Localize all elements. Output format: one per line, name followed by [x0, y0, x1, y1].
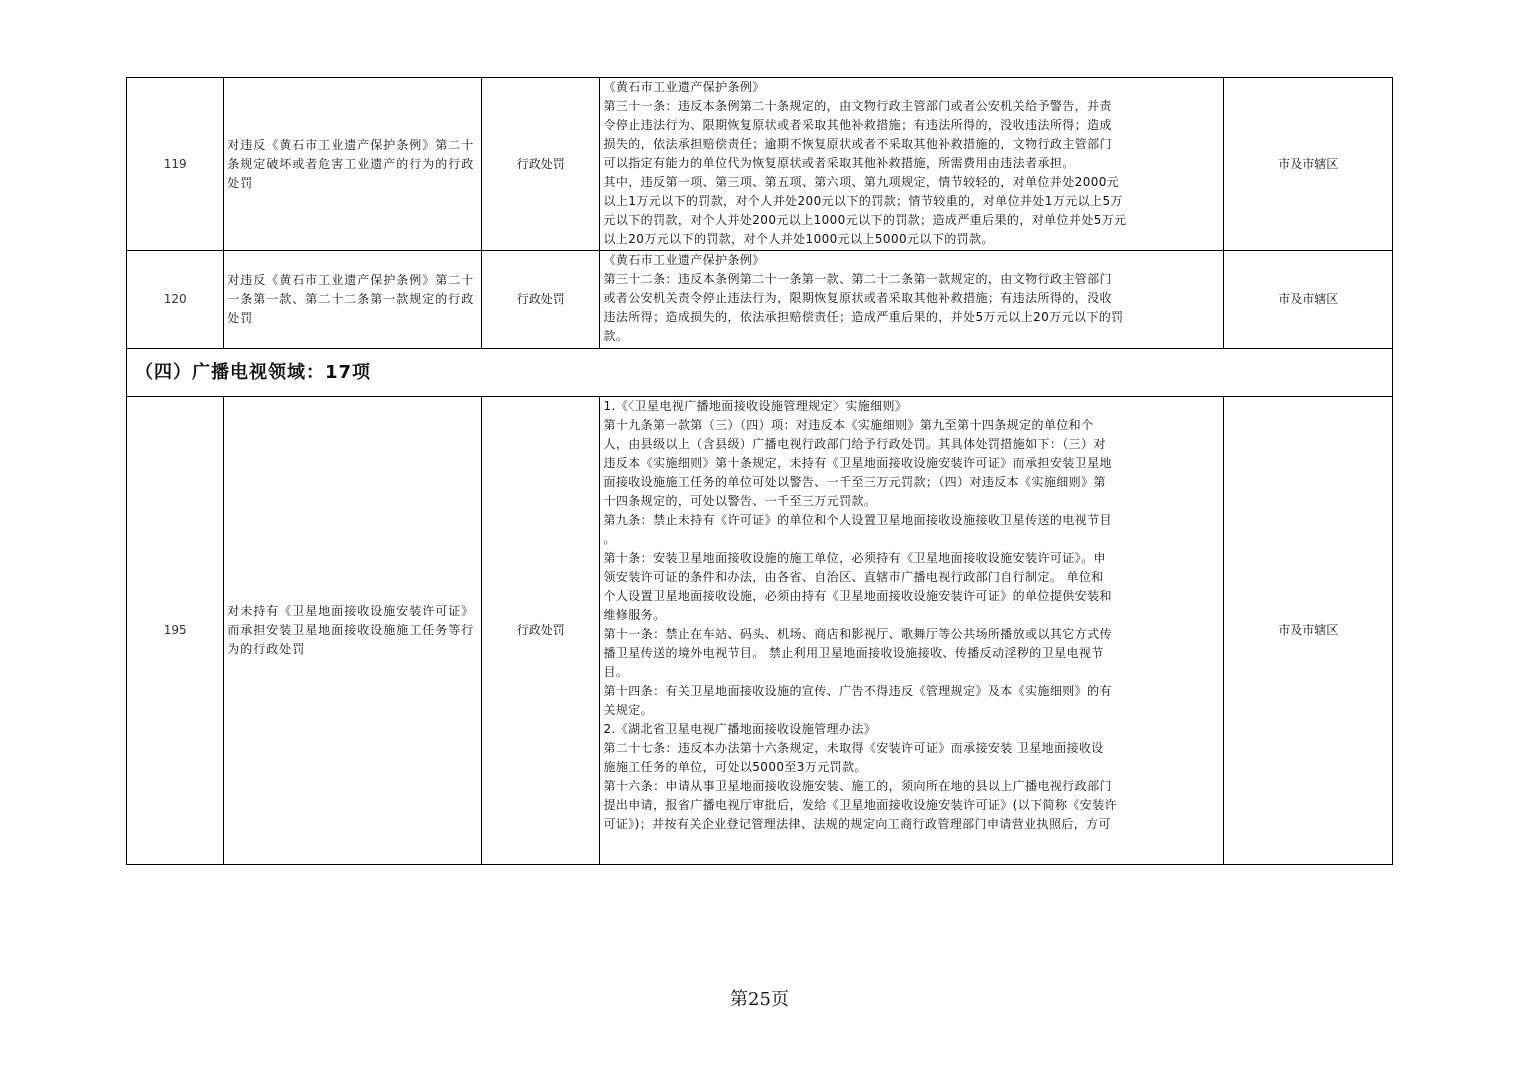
legal-basis [600, 78, 1224, 251]
legal-basis-line: 提出申请，报省广播电视厅审批后，发给《卫星地面接收设施安装许可证》(以下简称《安装许 [603, 798, 1117, 812]
legal-basis-line: 第三十一条：违反本条例第二十条规定的，由文物行政主管部门或者公安机关给予警告，并责 [603, 99, 1112, 113]
penalty-type: 行政处罚 [482, 397, 600, 865]
section-title: （四）广播电视领域：17项 [127, 349, 1393, 397]
row-number: 120 [127, 251, 224, 349]
legal-basis-line: 违法所得；造成损失的，依法承担赔偿责任；造成严重后果的，并处5万元以上20万元以下的罚 [603, 310, 1124, 324]
item-name: 对违反《黄石市工业遗产保护条例》第二十一条第一款、第二十二条第一款规定的行政处罚 [224, 251, 482, 349]
legal-basis-text [603, 397, 1220, 864]
item-name: 对未持有《卫星地面接收设施安装许可证》而承担安装卫星地面接收设施施工任务等行为的行政处罚 [224, 397, 482, 865]
legal-basis-line: 。 [603, 532, 616, 546]
legal-basis-line: 目。 [603, 665, 629, 679]
legal-basis-line: 以上20万元以下的罚款，对个人并处1000元以上5000元以下的罚款。 [603, 232, 994, 246]
table-row [127, 251, 1393, 349]
legal-basis-line: 可以指定有能力的单位代为恢复原状或者采取其他补救措施，所需费用由违法者承担。 [603, 156, 1075, 170]
legal-basis-line: 第十九条第一款第（三）（四）项：对违反本《实施细则》第九至第十四条规定的单位和个 [603, 418, 1094, 432]
legal-basis-line: 其中，违反第一项、第三项、第五项、第六项、第九项规定，情节较轻的，对单位并处2000元 [603, 175, 1120, 189]
jurisdiction: 市及市辖区 [1224, 251, 1393, 349]
legal-basis-line: 2.《湖北省卫星电视广播地面接收设施管理办法》 [603, 722, 877, 736]
legal-basis-line: 第十一条：禁止在车站、码头、机场、商店和影视厅、歌舞厅等公共场所播放或以其它方式传 [603, 627, 1112, 641]
legal-basis-line: 损失的，依法承担赔偿责任；逾期不恢复原状或者不采取其他补救措施的，文物行政主管部门 [603, 137, 1112, 151]
row-number: 195 [127, 397, 224, 865]
legal-basis-line: 面接收设施施工任务的单位可处以警告、一千至三万元罚款；（四）对违反本《实施细则》第 [603, 475, 1106, 489]
legal-basis-line: 领安装许可证的条件和办法，由各省、自治区、直辖市广播电视行政部门自行制定。 单位和 [603, 570, 1104, 584]
legal-basis-line: 第十四条：有关卫星地面接收设施的宣传、广告不得违反《管理规定》及本《实施细则》的有 [603, 684, 1112, 698]
legal-basis-line: 第三十二条：违反本条例第二十一条第一款、第二十二条第一款规定的，由文物行政主管部门 [603, 272, 1112, 286]
legal-basis-line: 人，由县级以上（含县级）广播电视行政部门给予行政处罚。其具体处罚措施如下：（三）对 [603, 437, 1106, 451]
legal-basis-line: 或者公安机关责令停止违法行为，限期恢复原状或者采取其他补救措施；有违法所得的，没收 [603, 291, 1112, 305]
legal-basis-line: 违反本《实施细则》第十条规定，未持有《卫星地面接收设施安装许可证》而承担安装卫星地 [603, 456, 1112, 470]
page-number: 第25页 [730, 989, 789, 1010]
legal-basis-line: 第十六条：申请从事卫星地面接收设施安装、施工的，须向所在地的县以上广播电视行政部门 [603, 779, 1112, 793]
penalty-table-grid [126, 77, 1393, 865]
legal-basis-text [603, 78, 1220, 250]
legal-basis-line: 可证》)；并按有关企业登记管理法律、法规的规定向工商行政管理部门申请营业执照后，方可 [603, 817, 1111, 831]
table-row [127, 397, 1393, 865]
section-header [127, 349, 1393, 397]
legal-basis-line: 1.《〈卫星电视广播地面接收设施管理规定〉实施细则》 [603, 399, 908, 413]
legal-basis-line: 个人设置卫星地面接收设施，必须由持有《卫星地面接收设施安装许可证》的单位提供安装和 [603, 589, 1112, 603]
legal-basis-line: 以上1万元以下的罚款，对个人并处200元以下的罚款；情节较重的，对单位并处1万元以上5万 [603, 194, 1123, 208]
legal-basis-line: 第九条：禁止未持有《许可证》的单位和个人设置卫星地面接收设施接收卫星传送的电视节目 [603, 513, 1112, 527]
legal-basis [600, 397, 1224, 865]
legal-basis-line: 《黄石市工业遗产保护条例》 [603, 80, 765, 94]
penalty-table [126, 77, 1393, 865]
jurisdiction: 市及市辖区 [1224, 397, 1393, 865]
item-name: 对违反《黄石市工业遗产保护条例》第二十条规定破坏或者危害工业遗产的行为的行政处罚 [224, 78, 482, 251]
legal-basis-line: 十四条规定的，可处以警告、一千至三万元罚款。 [603, 494, 877, 508]
table-body-top [127, 78, 1393, 349]
legal-basis-line: 播卫星传送的境外电视节目。 禁止利用卫星地面接收设施接收、传播反动淫秽的卫星电视节 [603, 646, 1104, 660]
penalty-type: 行政处罚 [482, 78, 600, 251]
row-number: 119 [127, 78, 224, 251]
legal-basis [600, 251, 1224, 349]
penalty-type: 行政处罚 [482, 251, 600, 349]
legal-basis-line: 款。 [603, 329, 629, 343]
legal-basis-line: 施施工任务的单位，可处以5000至3万元罚款。 [603, 760, 867, 774]
table-row [127, 78, 1393, 251]
legal-basis-line: 关规定。 [603, 703, 654, 717]
legal-basis-line: 第十条：安装卫星地面接收设施的施工单位，必须持有《卫星地面接收设施安装许可证》。申 [603, 551, 1106, 565]
legal-basis-line: 维修服务。 [603, 608, 666, 622]
jurisdiction: 市及市辖区 [1224, 78, 1393, 251]
section-row [127, 349, 1393, 397]
legal-basis-line: 令停止违法行为、限期恢复原状或者采取其他补救措施；有违法所得的，没收违法所得；造成 [603, 118, 1112, 132]
table-body-bottom [127, 397, 1393, 865]
legal-basis-line: 《黄石市工业遗产保护条例》 [603, 253, 765, 267]
legal-basis-text [603, 251, 1220, 348]
legal-basis-line: 元以下的罚款，对个人并处200元以上1000元以下的罚款；造成严重后果的，对单位并处5万元 [603, 213, 1127, 227]
legal-basis-line: 第二十七条：违反本办法第十六条规定，未取得《安装许可证》而承接安装 卫星地面接收设 [603, 741, 1104, 755]
